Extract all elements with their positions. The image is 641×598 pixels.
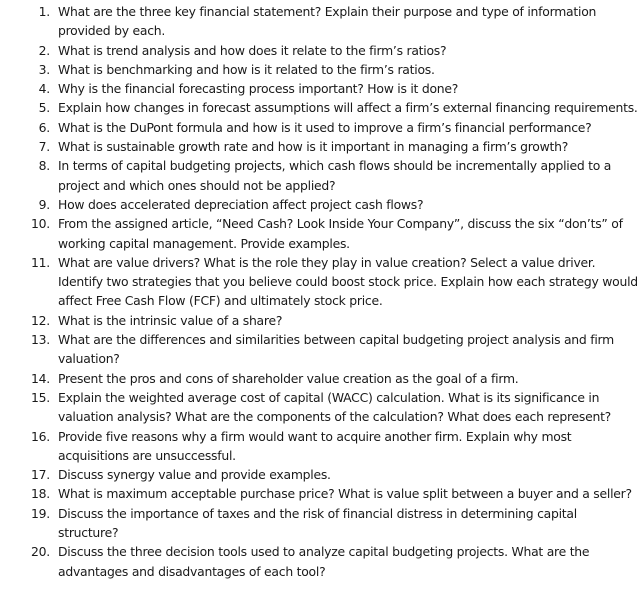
question-item (0, 41, 641, 60)
question-text: In terms of capital budgeting projects, which cash flows should be incrementally applied to a project and which ones should not be applied? (58, 158, 612, 193)
question-item (0, 79, 641, 98)
question-number: 14. (31, 370, 50, 386)
question-number: 2. (38, 42, 50, 58)
question-number: 15. (31, 389, 50, 405)
question-number: 18. (31, 486, 50, 502)
question-item (0, 118, 641, 137)
question-text: What are the differences and similarities between capital budgeting project analysis and firm valuation? (58, 332, 614, 367)
question-text: Explain how changes in forecast assumptions will affect a firm’s external financing requirements. (58, 100, 638, 116)
question-text: Present the pros and cons of shareholder value creation as the goal of a firm. (58, 370, 519, 386)
question-list (0, 2, 641, 581)
question-text: What are the three key financial statement? Explain their purpose and type of information provided by each. (58, 4, 597, 39)
question-number: 5. (38, 100, 50, 116)
question-number: 1. (38, 4, 50, 19)
question-item (0, 504, 641, 543)
document-page (0, 2, 641, 581)
question-number: 12. (31, 312, 50, 328)
question-item (0, 330, 641, 369)
question-item (0, 214, 641, 253)
question-number: 20. (31, 544, 50, 560)
question-text: What are value drivers? What is the role they play in value creation? Select a value driver. Identify two strategies that you believe could boost stock price. Explain how each strategy would affect Free Cash Flow (FCF) and ultimately stock price. (58, 254, 638, 309)
question-number: 17. (31, 467, 50, 483)
question-text: Provide five reasons why a firm would want to acquire another firm. Explain why most acquisitions are unsuccessful. (58, 428, 572, 463)
question-text: Discuss the three decision tools used to analyze capital budgeting projects. What are the advantages and disadvantages of each tool? (58, 544, 590, 579)
question-number: 16. (31, 428, 50, 444)
question-number: 19. (31, 505, 50, 521)
question-item (0, 542, 641, 581)
question-item (0, 195, 641, 214)
question-item (0, 427, 641, 466)
question-item (0, 60, 641, 79)
question-text: What is benchmarking and how is it related to the firm’s ratios. (58, 61, 435, 77)
question-item (0, 484, 641, 503)
question-item (0, 137, 641, 156)
question-text: What is maximum acceptable purchase price? What is value split between a buyer and a seller? (58, 486, 632, 502)
question-item (0, 253, 641, 311)
question-number: 7. (38, 139, 50, 155)
question-text: Discuss the importance of taxes and the risk of financial distress in determining capital structure? (58, 505, 577, 541)
question-item (0, 388, 641, 427)
question-number: 13. (31, 332, 50, 348)
question-text: Why is the financial forecasting process important? How is it done? (58, 81, 459, 97)
question-number: 8. (38, 158, 50, 174)
question-item (0, 98, 641, 117)
question-text: What is the DuPont formula and how is it used to improve a firm’s financial performance? (58, 119, 592, 135)
question-text: What is sustainable growth rate and how is it important in managing a firm’s growth? (58, 139, 569, 155)
question-number: 10. (31, 216, 50, 232)
question-text: From the assigned article, “Need Cash? Look Inside Your Company”, discuss the six “don’ts” of working capital management. Provide examples. (58, 216, 623, 251)
question-item (0, 465, 641, 484)
question-text: How does accelerated depreciation affect project cash flows? (58, 196, 424, 212)
question-text: What is trend analysis and how does it relate to the firm’s ratios? (58, 42, 447, 58)
question-number: 4. (38, 81, 50, 97)
question-number: 11. (31, 254, 50, 270)
question-number: 9. (38, 196, 50, 212)
question-number: 6. (38, 119, 50, 135)
question-text: Explain the weighted average cost of capital (WACC) calculation. What is its significance in valuation analysis? What are the components of the calculation? What does each represent? (58, 389, 612, 425)
question-number: 3. (38, 61, 50, 77)
question-item (0, 311, 641, 330)
question-text: Discuss synergy value and provide examples. (58, 467, 331, 483)
question-item (0, 369, 641, 388)
question-text: What is the intrinsic value of a share? (58, 312, 283, 328)
question-item (0, 2, 641, 41)
question-item (0, 156, 641, 195)
